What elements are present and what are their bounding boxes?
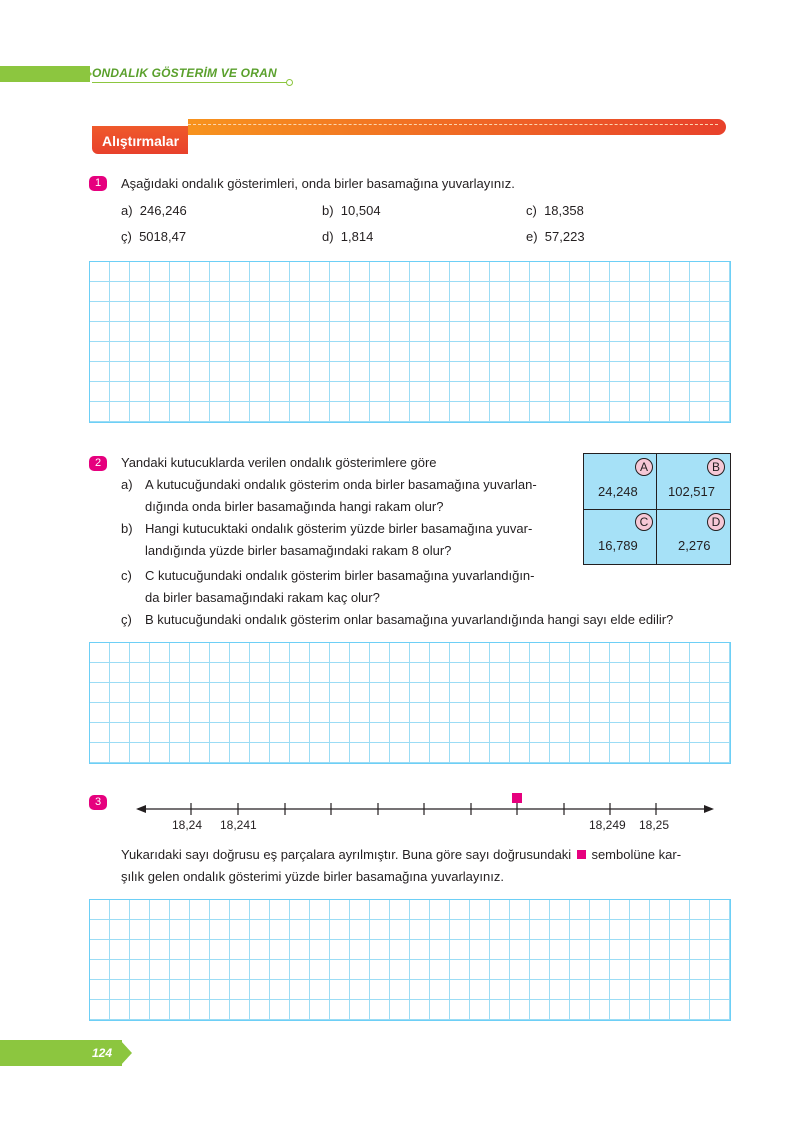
- box-b-letter: B: [707, 458, 725, 476]
- section-title: Alıştırmalar: [102, 133, 180, 149]
- q2-c-label: c): [121, 568, 132, 583]
- q2-a-line1: A kutucuğundaki ondalık gösterim onda birler basamağına yuvarlan-: [145, 477, 537, 492]
- q1-item-c: c) 18,358: [526, 203, 584, 218]
- section-band: [188, 119, 726, 135]
- question-2-prompt: Yandaki kutucuklarda verilen ondalık gösterimlere göre: [121, 455, 437, 470]
- question-2-badge: 2: [89, 456, 107, 471]
- page-number-tip: [120, 1040, 132, 1066]
- q3-text-line1-end: sembolüne kar-: [591, 847, 682, 862]
- q2-d-label: ç): [121, 612, 132, 627]
- square-symbol-icon: [577, 850, 586, 859]
- header-underline: [92, 82, 288, 83]
- q1-item-a: a) 246,246: [121, 203, 187, 218]
- box-c-letter: C: [635, 513, 653, 531]
- q2-a-label: a): [121, 477, 133, 492]
- q2-b-label: b): [121, 521, 133, 536]
- q3-text-line2: şılık gelen ondalık gösterimi yüzde birler basamağına yuvarlayınız.: [121, 869, 504, 884]
- q1-item-cc: ç) 5018,47: [121, 229, 187, 244]
- answer-grid-3[interactable]: [89, 899, 731, 1021]
- q2-c-line1: C kutucuğundaki ondalık gösterim birler basamağına yuvarlandığın-: [145, 568, 535, 583]
- box-a-letter: A: [635, 458, 653, 476]
- question-3-badge: 3: [89, 795, 107, 810]
- q2-a-line2: dığında onda birler basamağında hangi rakam olur?: [145, 499, 444, 514]
- header-bar-tip: [84, 66, 92, 82]
- number-line: [130, 788, 720, 816]
- answer-grid-2[interactable]: [89, 642, 731, 764]
- box-a-value: 24,248: [598, 484, 638, 499]
- q2-b-line2: landığında yüzde birler basamağındaki rakam 8 olur?: [145, 543, 452, 558]
- question-1-badge: 1: [89, 176, 107, 191]
- box-divider-horizontal: [584, 509, 730, 510]
- header-dot: [286, 79, 293, 86]
- chapter-title: ONDALIK GÖSTERİM VE ORAN: [92, 66, 277, 80]
- q3-text-line1-start: Yukarıdaki sayı doğrusu eş parçalara ayrılmıştır. Buna göre sayı doğrusundaki: [121, 847, 572, 862]
- number-line-left-arrow: [136, 805, 146, 813]
- decimal-boxes: [583, 453, 731, 565]
- box-b-value: 102,517: [668, 484, 715, 499]
- answer-grid-1[interactable]: [89, 261, 731, 423]
- header-bar: [0, 66, 90, 82]
- box-d-value: 2,276: [678, 538, 711, 553]
- question-1-prompt: Aşağıdaki ondalık gösterimleri, onda birler basamağına yuvarlayınız.: [121, 176, 515, 191]
- square-marker: [512, 793, 522, 803]
- q2-d-line1: B kutucuğundaki ondalık gösterim onlar basamağına yuvarlandığında hangi sayı elde edilir?: [145, 612, 674, 627]
- section-dashed-line: [188, 124, 718, 125]
- q1-item-d: d) 1,814: [322, 229, 374, 244]
- box-d-letter: D: [707, 513, 725, 531]
- q2-c-line2: da birler basamağındaki rakam kaç olur?: [145, 590, 380, 605]
- tick-label-18-24: 18,24: [172, 818, 203, 832]
- q1-item-e: e) 57,223: [526, 229, 585, 244]
- q2-b-line1: Hangi kutucuktaki ondalık gösterim yüzde birler basamağına yuvar-: [145, 521, 533, 536]
- q3-text-line1: [121, 843, 681, 867]
- tick-label-18-249: 18,249: [589, 818, 626, 832]
- q1-item-b: b) 10,504: [322, 203, 381, 218]
- tick-label-18-241: 18,241: [220, 818, 257, 832]
- page-number: 124: [92, 1046, 113, 1060]
- tick-label-18-25: 18,25: [639, 818, 670, 832]
- box-c-value: 16,789: [598, 538, 638, 553]
- number-line-right-arrow: [704, 805, 714, 813]
